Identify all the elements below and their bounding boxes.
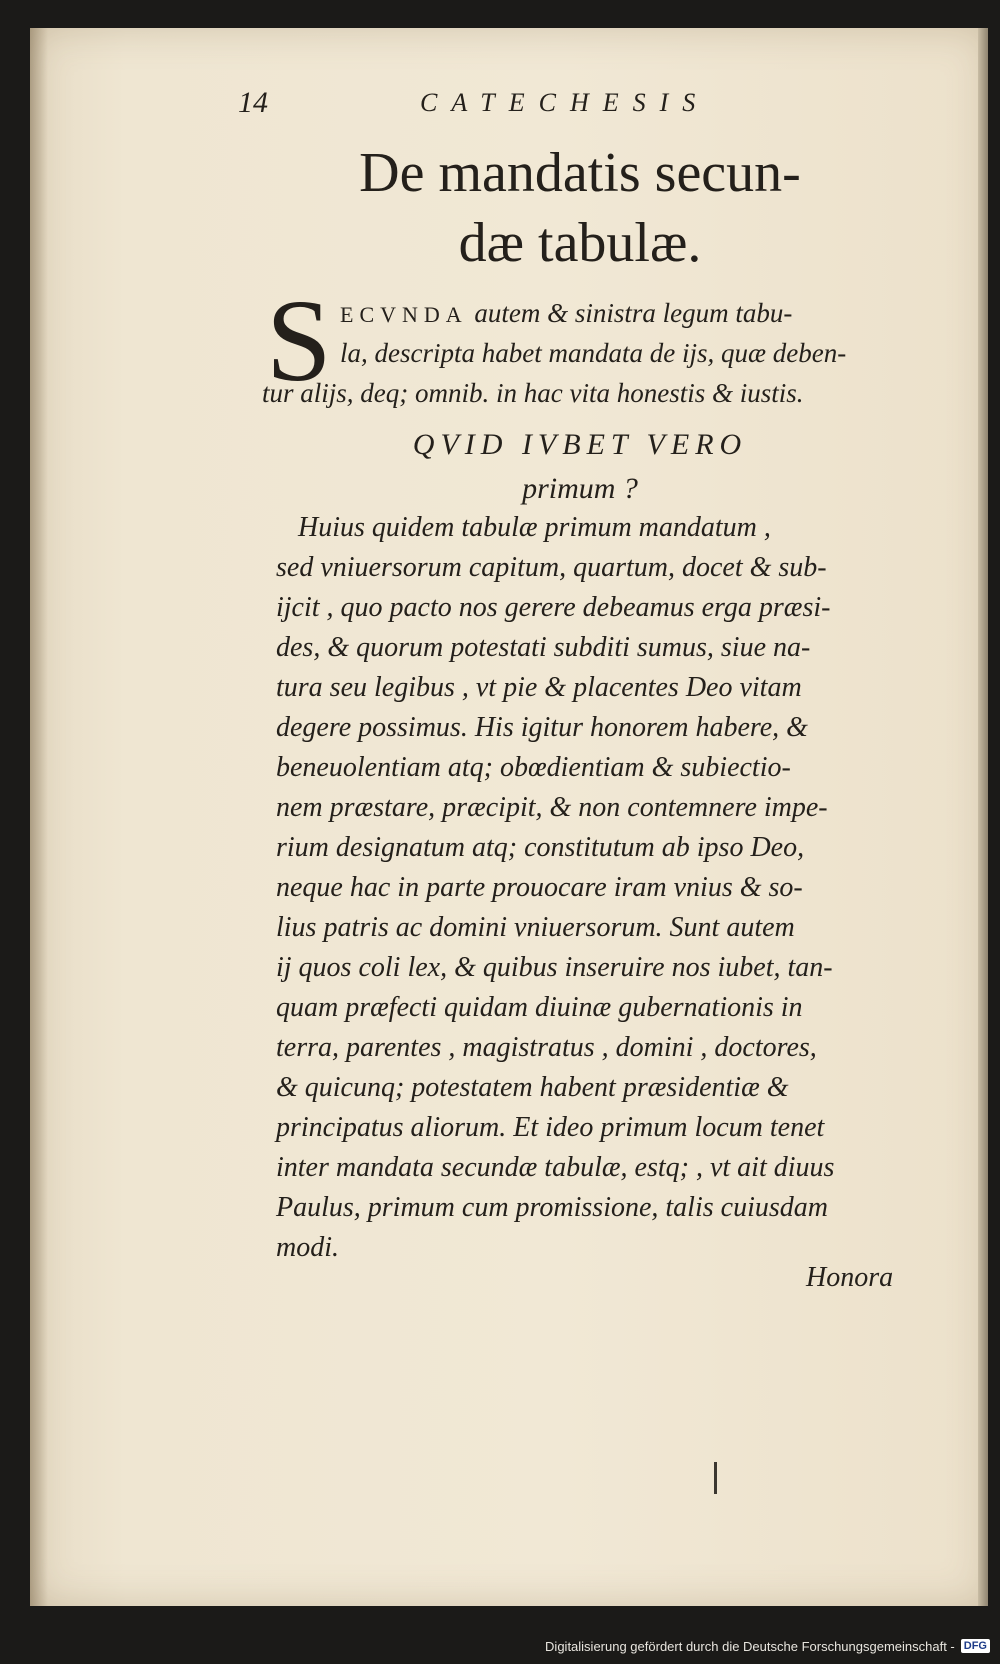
question-heading: QVID IVBET VERO xyxy=(412,428,748,461)
drop-cap: S xyxy=(266,275,332,406)
body-line: des, & quorum potestati subditi sumus, siue na- xyxy=(276,632,811,663)
intro-line-2: la, descripta habet mandata de ijs, quæ deben- xyxy=(340,338,847,368)
body-line: principatus aliorum. Et ideo primum locum tenet xyxy=(276,1112,825,1143)
body-line: modi. xyxy=(276,1232,339,1263)
body-line: rium designatum atq; constitutum ab ipso Deo, xyxy=(276,832,805,863)
body-line: sed vniuersorum capitum, quartum, docet & sub- xyxy=(276,552,827,583)
chapter-title xyxy=(240,138,920,278)
question-subheading: primum ? xyxy=(522,472,638,505)
body-line: lius patris ac domini vniuersorum. Sunt autem xyxy=(276,912,795,943)
body-line: beneuolentiam atq; obœdientiam & subiectio- xyxy=(276,752,791,783)
body-line: ijcit , quo pacto nos gerere debeamus erga præsi- xyxy=(276,592,831,623)
credit-text: Digitalisierung gefördert durch die Deutsche Forschungsgemeinschaft - xyxy=(545,1638,955,1654)
chapter-title-line-1: De mandatis secun- xyxy=(359,142,801,204)
body-line: quam præfecti quidam diuinæ gubernationis in xyxy=(276,992,803,1023)
chapter-title-line-2: dæ tabulæ. xyxy=(458,212,702,274)
body-line: Huius quidem tabulæ primum mandatum , xyxy=(298,512,771,543)
body-line: ij quos coli lex, & quibus inseruire nos iubet, tan- xyxy=(276,952,833,983)
intro-line-1 xyxy=(340,298,792,329)
page-edge xyxy=(978,28,988,1606)
body-line: terra, parentes , magistratus , domini , doctores, xyxy=(276,1032,817,1063)
body-line: & quicunq; potestatem habent præsidentiæ & xyxy=(276,1072,789,1103)
body-line: degere possimus. His igitur honorem habere, & xyxy=(276,712,808,743)
catchword: Honora xyxy=(806,1262,894,1293)
body-line: Paulus, primum cum promissione, talis cuiusdam xyxy=(276,1192,828,1223)
body-line: inter mandata secundæ tabulæ, estq; , vt ait diuus xyxy=(276,1152,835,1183)
intro-smallcaps: ECVNDA xyxy=(340,302,468,327)
ink-mark xyxy=(714,1462,717,1494)
body-line: nem præstare, præcipit, & non contemnere impe- xyxy=(276,792,828,823)
intro-line-1-rest: autem & sinistra legum tabu- xyxy=(474,298,793,328)
dfg-logo-icon: DFG xyxy=(961,1639,990,1653)
body-line: neque hac in parte prouocare iram vnius & so- xyxy=(276,872,803,903)
digitization-credit xyxy=(545,1634,990,1658)
body-line: tura seu legibus , vt pie & placentes Deo vitam xyxy=(276,672,802,703)
intro-line-3: tur alijs, deq; omnib. in hac vita honestis & iustis. xyxy=(262,378,804,408)
running-head: CATECHESIS xyxy=(420,88,710,117)
gutter-shadow xyxy=(30,28,48,1606)
page-number: 14 xyxy=(238,86,268,119)
